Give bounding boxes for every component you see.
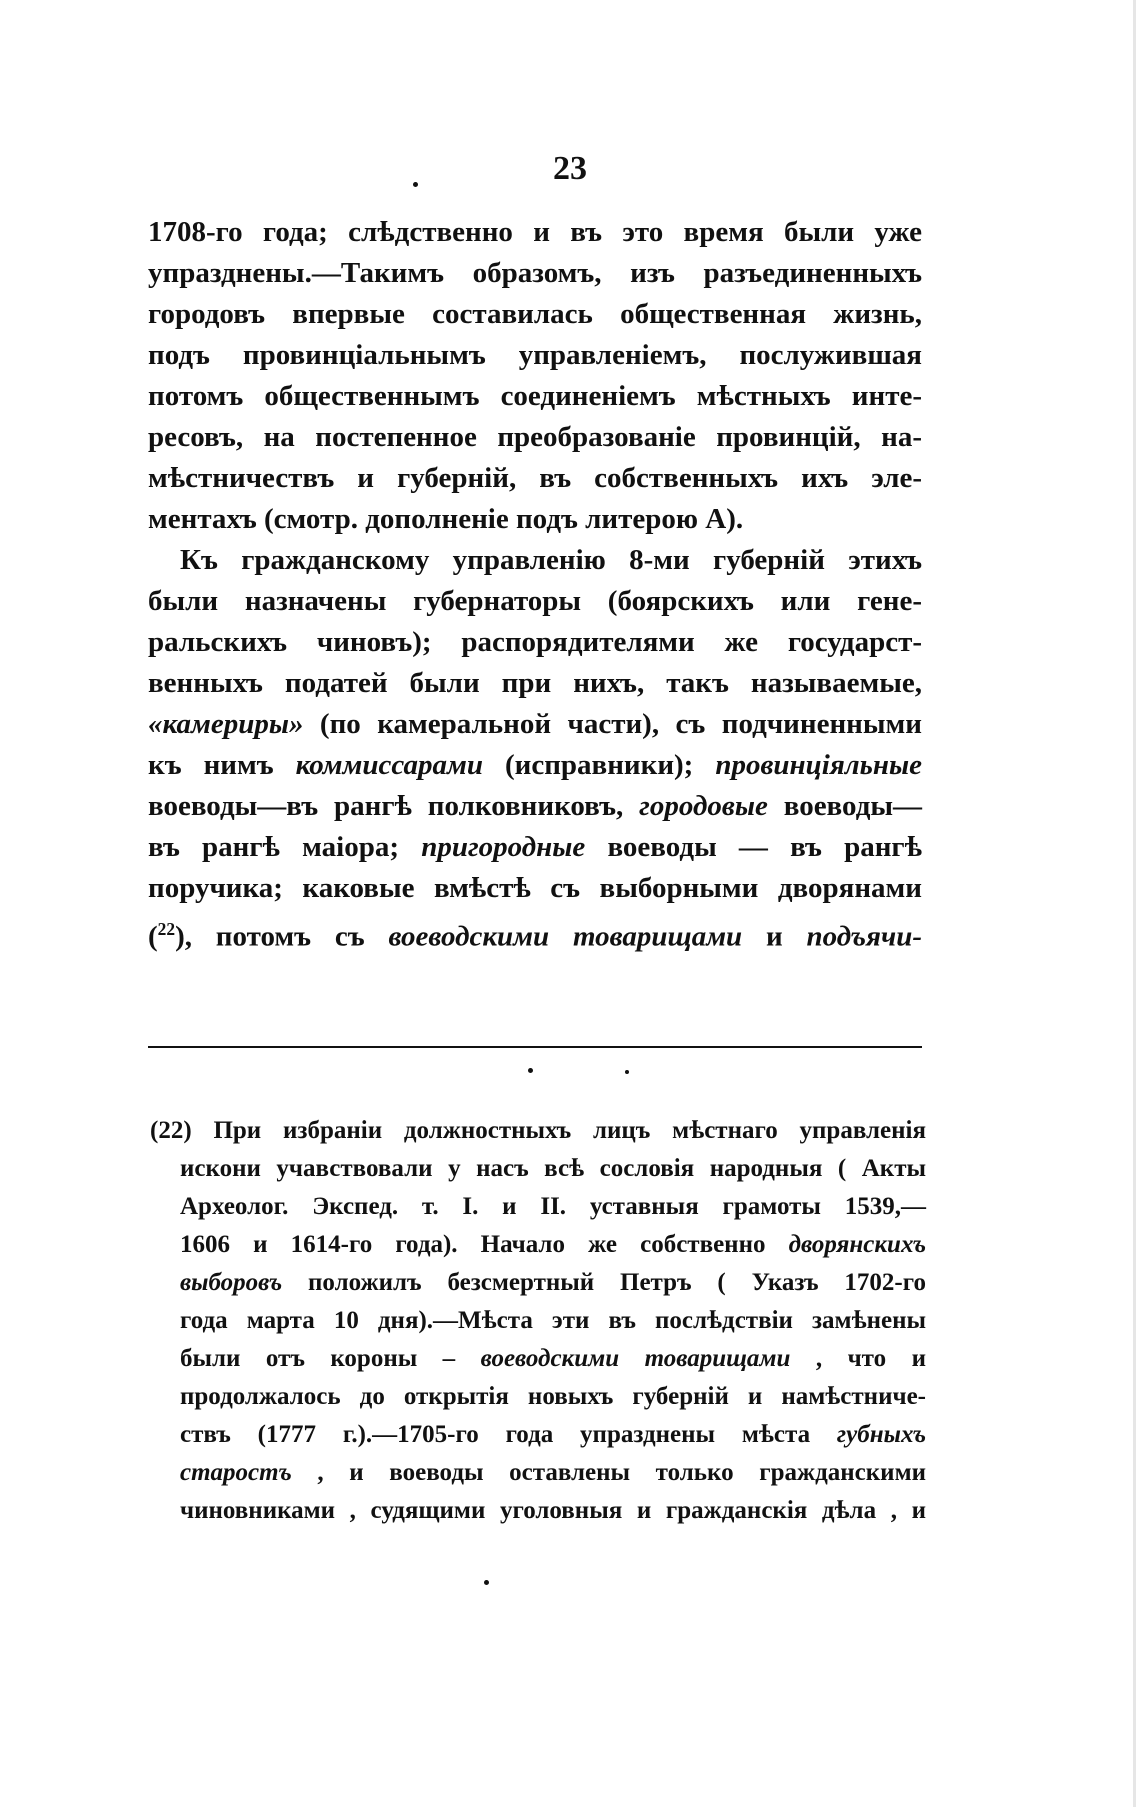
main-text-line: подъ провинціальнымъ управленіемъ, послужившая — [148, 339, 922, 371]
main-text-line: упразднены.—Такимъ образомъ, изъ разъединенныхъ — [148, 257, 922, 289]
footnote-block — [150, 1112, 926, 1530]
footnote-line: Археолог. Экспед. т. I. и II. уставныя грамоты 1539,— — [180, 1193, 926, 1220]
main-text-block — [148, 212, 922, 958]
footnote-line: продолжалось до открытія новыхъ губерній и намѣстниче- — [180, 1383, 926, 1410]
main-text-line: потомъ общественнымъ соединеніемъ мѣстныхъ инте- — [148, 380, 922, 412]
footnote-line: (22) При избраніи должностныхъ лицъ мѣстнаго управленія — [150, 1117, 926, 1144]
footnote-line: искони учавствовали у насъ всѣ сословія народныя ( Акты — [180, 1155, 926, 1182]
main-text-line: къ нимъ коммиссарами (исправники); провинціяльные — [148, 749, 922, 781]
main-text-line: венныхъ податей были при нихъ, такъ называемые, — [148, 667, 922, 699]
page-edge — [1133, 0, 1136, 1807]
page-number: 23 — [553, 150, 587, 187]
main-text-line: были назначены губернаторы (боярскихъ или гене- — [148, 585, 922, 617]
footnote-line: были отъ короны – воеводскими товарищами , что и — [180, 1345, 926, 1372]
main-text-line: ментахъ (смотр. дополненіе подъ литерою А). — [148, 503, 744, 535]
main-text-line: «камериры» (по камеральной части), съ подчиненными — [148, 708, 922, 740]
footnote-line: ствъ (1777 г.).—1705-го года упразднены мѣста губныхъ — [180, 1421, 926, 1448]
stray-dot — [484, 1580, 489, 1585]
footnote-line: старостъ , и воеводы оставлены только гражданскими — [180, 1459, 926, 1486]
main-text-line: 1708-го года; слѣдственно и въ это время были уже — [148, 216, 922, 248]
main-text-line: воеводы—въ рангѣ полковниковъ, городовые воеводы— — [148, 790, 923, 822]
main-text-line: ральскихъ чиновъ); распорядителями же государст- — [148, 626, 922, 658]
main-text-line: въ рангѣ маіора; пригородные воеводы — въ рангѣ — [148, 831, 923, 863]
main-text-line: поручика; каковые вмѣстѣ съ выборными дворянами — [148, 872, 922, 904]
main-text-line: ресовъ, на постепенное преобразованіе провинцій, на- — [148, 421, 922, 453]
main-text-line: Къ гражданскому управленію 8-ми губерній этихъ — [180, 544, 922, 576]
main-text-line: мѣстничествъ и губерній, въ собственныхъ ихъ эле- — [148, 462, 922, 494]
main-text-line: ($^{22}$), потомъ съ воеводскими товарищами и подъячи- — [148, 919, 922, 953]
main-text-line: городовъ впервые составилась общественная жизнь, — [148, 298, 922, 330]
footnote-line: 1606 и 1614-го года). Начало же собственно дворянскихъ — [180, 1231, 926, 1258]
stray-dot — [413, 182, 418, 187]
footnote-divider — [148, 1046, 922, 1048]
footnote-line: чиновниками , судящими уголовныя и гражданскія дѣла , и — [180, 1497, 926, 1524]
footnote-line: выборовъ положилъ безсмертный Петръ ( Указъ 1702-го — [180, 1269, 926, 1296]
footnote-line: года марта 10 дня).—Мѣста эти въ послѣдствіи замѣнены — [180, 1307, 926, 1334]
stray-dot — [528, 1068, 533, 1073]
stray-dot — [625, 1070, 629, 1074]
